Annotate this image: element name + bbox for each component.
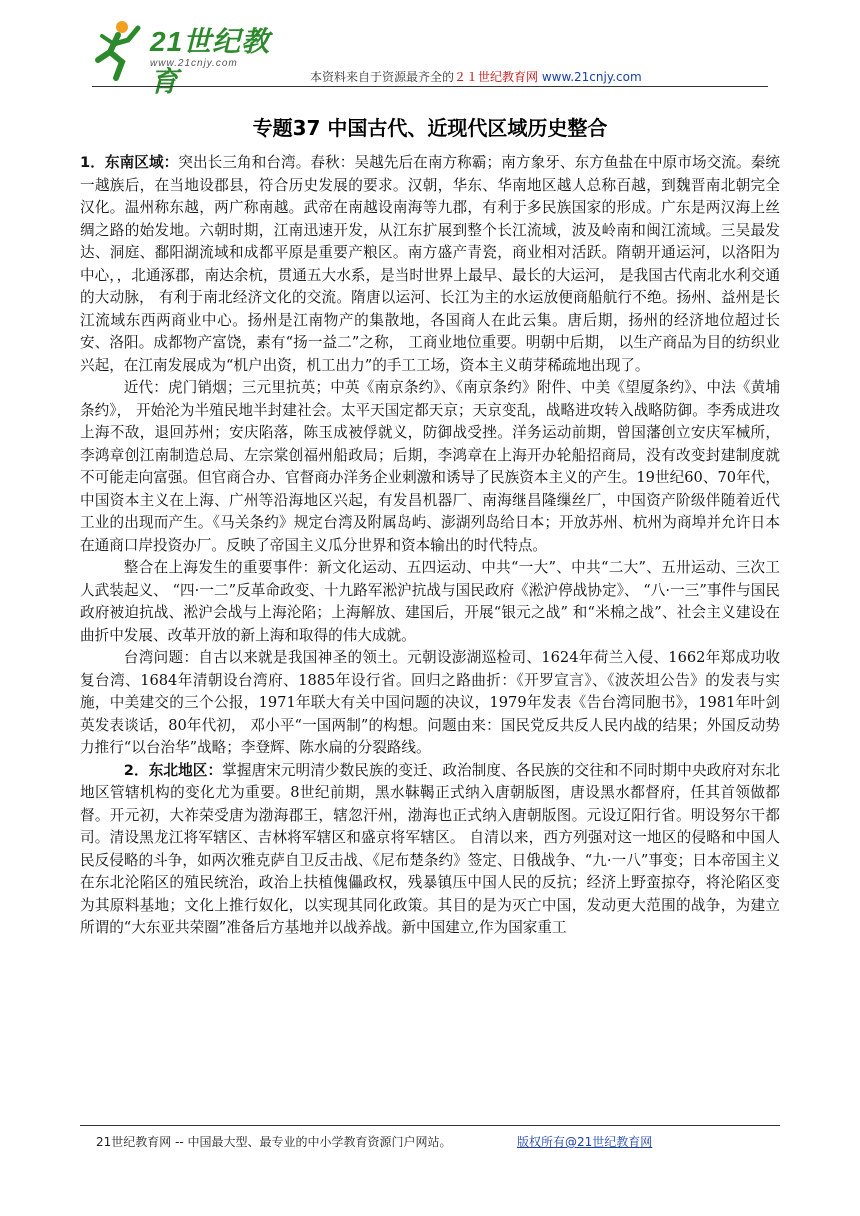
section-heading-northeast: 2．东北地区：: [123, 761, 223, 779]
paragraph-shanghai: 整合在上海发生的重要事件：新文化运动、五四运动、中共“一大”、中共“二大”、五卅运动、三次工人武装起义、 “四·一二”反革命政变、十九路军淞沪抗战与国民政府《淞沪停战协定》、 “八·一三”事件与国民政府被迫抗战、淞沪会战与上海沦陷；上海解放、建国后，开展“银元之战” 和“米棉之战”、社会主义建设在曲折中发展、改革开放的新上海和取得的伟大成就。: [80, 559, 780, 644]
section-southeast: [80, 152, 780, 377]
tagline-prefix: 本资料来自于资源最齐全的: [310, 70, 455, 84]
paragraph-taiwan: 台湾问题：自古以来就是我国神圣的领土。元朝设澎湖巡检司、1624年荷兰入侵、1662年郑成功收复台湾、1684年清朝设台湾府、1885年设行省。回归之路曲折：《开罗宣言》、《波茨坦公告》的发表与实施，中美建交的三个公报，1971年联大有关中国问题的决议，1979年发表《告台湾同胞书》，1981年叶剑英发表谈话，80年代初， 邓小平“一国两制”的构想。问题由来：国民党反共反人民内战的结果；外国反动势力推行“以台治华”战略；李登辉、陈水扁的分裂路线。: [80, 649, 780, 756]
document-body: [80, 152, 780, 940]
running-figure-logo-icon: [92, 18, 148, 84]
tagline-site-link[interactable]: ２１世纪教育网: [454, 70, 539, 84]
copyright-link[interactable]: 版权所有@21世纪教育网: [517, 1135, 653, 1149]
document-title: 专题37 中国古代、近现代区域历史整合: [252, 116, 608, 140]
footer-text: 21世纪教育网 -- 中国最大型、最专业的中小学教育资源门户网站。: [96, 1135, 452, 1149]
logo-url: www.21cnjy.com: [150, 58, 238, 69]
site-logo[interactable]: [92, 18, 292, 97]
logo-wordmark: 21世纪教育: [150, 26, 271, 97]
paragraph-modern: 近代：虎门销烟；三元里抗英；中英《南京条约》、《南京条约》附件、中美《望厦条约》、中法《黄埔条约》， 开始沦为半殖民地半封建社会。太平天国定都天京；天京变乱，战略进攻转入战略防御。李秀成进攻上海不敌，退回苏州；安庆陷落，陈玉成被俘就义，防御战受挫。洋务运动前期，曾国藩创立安庆军械所，李鸿章创江南制造总局、左宗棠创福州船政局；后期，李鸿章在上海开办轮船招商局，没有改变封建制度就不可能走向富强。但官商合办、官督商办洋务企业刺激和诱导了民族资本主义的产生。19世纪60、70年代，中国资本主义在上海、广州等沿海地区兴起，有发昌机器厂、南海继昌隆缫丝厂，中国资产阶级伴随着近代工业的出现而产生。《马关条约》规定台湾及附属岛屿、澎湖列岛给日本；开放苏州、杭州为商埠并允许日本在通商口岸投资办厂。反映了帝国主义瓜分世界和资本输出的时代特点。: [80, 379, 780, 554]
header-divider: [92, 86, 768, 87]
tagline-url-link[interactable]: www.21cnjy.com: [541, 70, 642, 84]
section-heading-southeast: 1．东南区域：: [80, 154, 179, 171]
paragraph-text: 掌握唐宋元明清少数民族的变迁、政治制度、各民族的交往和不同时期中央政府对东北地区管辖机构的变化尤为重要。8世纪前期，黑水靺鞨正式纳入唐朝版图，唐设黑水都督府，任其首领做都督。开元初，大祚荣受唐为渤海郡王，辖忽汗州，渤海也正式纳入唐朝版图。元设辽阳行省。明设努尔干都司。清设黑龙江将军辖区、吉林将军辖区和盛京将军辖区。 自清以来，西方列强对这一地区的侵略和中国人民反侵略的斗争，如两次雅克萨自卫反击战、《尼布楚条约》签定、日俄战争、“九·一八”事变；日本帝国主义在东北沦陷区的殖民统治，政治上扶植傀儡政权，残暴镇压中国人民的反抗；经济上野蛮掠夺，将沦陷区变为其原料基地；文化上推行奴化，以实现其同化政策。其目的是为灭亡中国，发动更大范围的战争，为建立所谓的“大东亚共荣圈”准备后方基地并以战养战。新中国建立,作为国家重工: [80, 761, 780, 936]
header-tagline: [310, 68, 642, 85]
page-header: [0, 0, 860, 100]
footer-divider: [80, 1125, 780, 1126]
section-northeast: [80, 760, 780, 940]
paragraph-text: 突出长三角和台湾。春秋：吴越先后在南方称霸；南方象牙、东方鱼盐在中原市场交流。秦统一越族后，在当地设郡县，符合历史发展的要求。汉朝，华东、华南地区越人总称百越，到魏晋南北朝完全汉化。温州称东越，两广称南越。武帝在南越设南海等九郡，有利于多民族国家的形成。广东是两汉海上丝绸之路的始发地。六朝时期，江南迅速开发，从江东扩展到整个长江流域，波及岭南和闽江流域。三吴最发达、洞庭、鄱阳湖流域和成都平原是重要产粮区。南方盛产青瓷，商业相对活跃。隋朝开通运河，以洛阳为中心，，北通涿郡，南达余杭，贯通五大水系，是当时世界上最早、最长的大运河， 是我国古代南北水利交通的大动脉， 有利于南北经济文化的交流。隋唐以运河、长江为主的水运放便商船航行不绝。扬州、益州是长江流域东西两商业中心。扬州是江南物产的集散地，各国商人在此云集。唐后期，扬州的经济地位超过长安、洛阳。成都物产富饶，素有“扬一益二”之称， 工商业地位重要。明朝中后期， 以生产商品为目的纺织业兴起，在江南发展成为“机户出资，机工出力”的手工工场，资本主义萌芽稀疏地出现了。: [80, 154, 780, 374]
